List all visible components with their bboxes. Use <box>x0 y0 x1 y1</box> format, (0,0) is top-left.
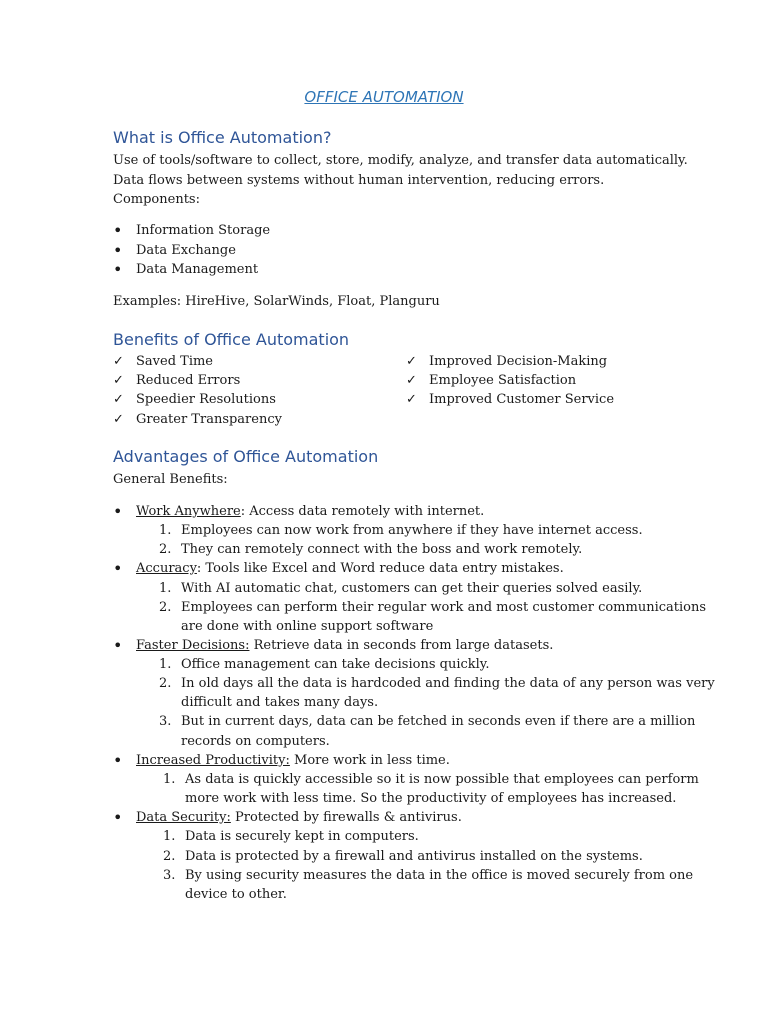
advantage-desc: : Tools like Excel and Word reduce data entry mistakes. <box>196 561 564 576</box>
sub-item-text: Employees can perform their regular work and most customer communications <box>181 600 707 615</box>
advantage-item <box>136 751 450 770</box>
sub-item-number: 3. <box>163 868 176 883</box>
checkmark-icon: ✓ <box>113 373 124 388</box>
sub-item-text: difficult and takes many days. <box>181 695 379 710</box>
bullet-icon: • <box>113 260 123 279</box>
sub-item-number: 1. <box>159 581 172 596</box>
sub-item-number: 3. <box>159 714 172 729</box>
advantage-item <box>136 559 564 578</box>
sub-item-text: Data is protected by a firewall and antivirus installed on the systems. <box>185 849 643 864</box>
list-item: Greater Transparency <box>136 412 282 427</box>
sub-item-text: They can remotely connect with the boss and work remotely. <box>181 542 583 557</box>
bullet-icon: • <box>113 808 123 827</box>
sub-item-number: 2. <box>163 849 176 864</box>
sub-item-text: more work with less time. So the productivity of employees has increased. <box>185 791 677 806</box>
advantage-desc: : Access data remotely with internet. <box>240 504 485 519</box>
advantage-desc: Protected by firewalls & antivirus. <box>230 810 462 825</box>
advantage-item <box>136 808 462 827</box>
advantage-desc: More work in less time. <box>289 753 450 768</box>
advantage-item <box>136 502 484 521</box>
sub-item-number: 1. <box>159 657 172 672</box>
sub-item-text: device to other. <box>185 887 287 902</box>
advantage-desc: Retrieve data in seconds from large datasets. <box>249 638 554 653</box>
sub-item-number: 1. <box>163 829 176 844</box>
advantage-item <box>136 636 553 655</box>
sub-item-text: are done with online support software <box>181 619 434 634</box>
bullet-icon: • <box>113 559 123 578</box>
checkmark-icon: ✓ <box>406 392 417 407</box>
list-item: Information Storage <box>136 223 271 238</box>
paragraph-line: Data flows between systems without human intervention, reducing errors. <box>113 173 605 188</box>
sub-item-text: Employees can now work from anywhere if they have internet access. <box>181 523 643 538</box>
sub-item-number: 2. <box>159 600 172 615</box>
advantage-term: Faster Decisions: <box>136 638 250 653</box>
bullet-icon: • <box>113 241 123 260</box>
bullet-icon: • <box>113 502 123 521</box>
list-item: Reduced Errors <box>136 373 241 388</box>
checkmark-icon: ✓ <box>113 392 124 407</box>
list-item: Speedier Resolutions <box>136 392 276 407</box>
sub-item-text: records on computers. <box>181 734 330 749</box>
advantage-term: Work Anywhere <box>136 504 241 519</box>
advantage-term: Increased Productivity: <box>136 753 290 768</box>
sub-item-text: As data is quickly accessible so it is now possible that employees can perform <box>185 772 699 787</box>
bullet-icon: • <box>113 636 123 655</box>
list-item: Saved Time <box>136 354 213 369</box>
sub-item-number: 2. <box>159 542 172 557</box>
sub-item-text: Data is securely kept in computers. <box>185 829 419 844</box>
checkmark-icon: ✓ <box>406 373 417 388</box>
checkmark-icon: ✓ <box>406 354 417 369</box>
list-item: Improved Decision-Making <box>429 354 608 369</box>
sub-item-text: With AI automatic chat, customers can get their queries solved easily. <box>181 581 643 596</box>
list-item: Employee Satisfaction <box>429 373 577 388</box>
examples-line: Examples: HireHive, SolarWinds, Float, Planguru <box>113 294 440 309</box>
advantage-term: Accuracy <box>136 561 197 576</box>
section-heading-what-is: What is Office Automation? <box>113 128 332 147</box>
sub-item-text: But in current days, data can be fetched in seconds even if there are a million <box>181 714 696 729</box>
sub-item-text: By using security measures the data in the office is moved securely from one <box>185 868 694 883</box>
bullet-icon: • <box>113 751 123 770</box>
paragraph-line: Use of tools/software to collect, store, modify, analyze, and transfer data automatically. <box>113 153 688 168</box>
paragraph-line: General Benefits: <box>113 472 228 487</box>
section-heading-benefits: Benefits of Office Automation <box>113 330 350 349</box>
list-item: Data Management <box>136 262 259 277</box>
sub-item-number: 2. <box>159 676 172 691</box>
page-title: OFFICE AUTOMATION <box>304 88 464 106</box>
advantage-term: Data Security: <box>136 810 231 825</box>
sub-item-text: In old days all the data is hardcoded and finding the data of any person was very <box>181 676 715 691</box>
list-item: Improved Customer Service <box>429 392 615 407</box>
checkmark-icon: ✓ <box>113 354 124 369</box>
list-item: Data Exchange <box>136 243 236 258</box>
sub-item-number: 1. <box>163 772 176 787</box>
checkmark-icon: ✓ <box>113 412 124 427</box>
sub-item-number: 1. <box>159 523 172 538</box>
sub-item-text: Office management can take decisions quickly. <box>181 657 490 672</box>
bullet-icon: • <box>113 221 123 240</box>
section-heading-advantages: Advantages of Office Automation <box>113 447 379 466</box>
paragraph-line: Components: <box>113 192 200 207</box>
